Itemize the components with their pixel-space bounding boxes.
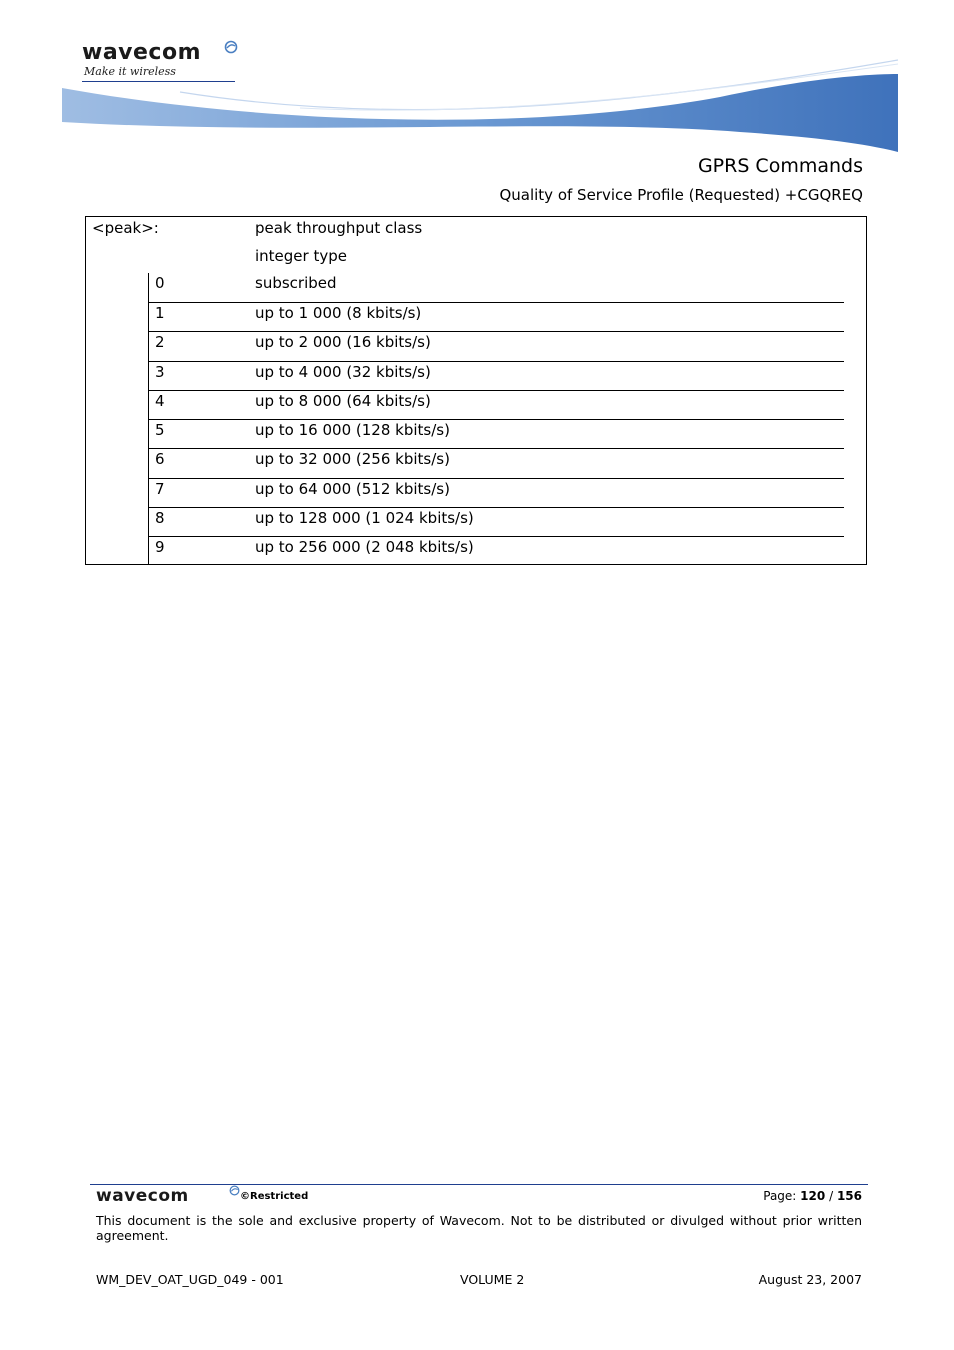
value-meaning: up to 8 000 (64 kbits/s) — [255, 392, 431, 410]
section-subtitle: Quality of Service Profile (Requested) +CGQREQ — [499, 186, 863, 204]
value-row — [149, 507, 844, 537]
page-current: 120 — [800, 1189, 826, 1203]
value-code: 5 — [155, 421, 165, 439]
value-meaning: up to 64 000 (512 kbits/s) — [255, 480, 450, 498]
value-meaning: up to 2 000 (16 kbits/s) — [255, 333, 431, 351]
value-meaning: up to 256 000 (2 048 kbits/s) — [255, 538, 474, 556]
section-title: GPRS Commands — [697, 155, 863, 177]
value-list — [148, 273, 844, 565]
value-row — [149, 536, 844, 566]
logo-tagline: Make it wireless — [84, 65, 176, 78]
value-code: 6 — [155, 450, 165, 468]
header-wave-banner — [0, 52, 954, 162]
value-code: 9 — [155, 538, 165, 556]
footer-wavecom-logo: wavecom — [96, 1186, 189, 1206]
value-row — [149, 302, 844, 332]
page-number — [763, 1189, 862, 1203]
value-code: 0 — [155, 274, 165, 292]
parameter-name: <peak>: — [92, 219, 159, 237]
value-code: 8 — [155, 509, 165, 527]
parameter-type: integer type — [255, 247, 347, 265]
value-row — [149, 361, 844, 391]
value-meaning: up to 1 000 (8 kbits/s) — [255, 304, 422, 322]
page-separator: / — [829, 1189, 834, 1203]
value-row — [149, 419, 844, 449]
footer-logo-swirl-icon — [229, 1185, 240, 1196]
page-total: 156 — [836, 1189, 862, 1203]
confidentiality-notice: This document is the sole and exclusive property of Wavecom. Not to be distributed or divulged without prior written agreement. — [96, 1213, 862, 1243]
value-meaning: up to 32 000 (256 kbits/s) — [255, 450, 450, 468]
value-row — [149, 273, 844, 302]
value-row — [149, 390, 844, 420]
parameter-table — [85, 216, 867, 565]
value-code: 1 — [155, 304, 165, 322]
value-meaning: up to 4 000 (32 kbits/s) — [255, 363, 431, 381]
document-date: August 23, 2007 — [758, 1272, 862, 1287]
parameter-description: peak throughput class — [255, 219, 423, 237]
value-meaning: up to 128 000 (1 024 kbits/s) — [255, 509, 474, 527]
volume-label: VOLUME 2 — [460, 1272, 525, 1287]
page-label: Page: — [763, 1189, 797, 1203]
value-row — [149, 331, 844, 361]
value-code: 4 — [155, 392, 165, 410]
value-code: 7 — [155, 480, 165, 498]
value-row — [149, 478, 844, 508]
document-id: WM_DEV_OAT_UGD_049 - 001 — [96, 1272, 284, 1287]
wavecom-logo: wavecom — [82, 40, 202, 65]
value-meaning: up to 16 000 (128 kbits/s) — [255, 421, 450, 439]
restricted-label: ©Restricted — [240, 1191, 309, 1202]
value-meaning: subscribed — [255, 274, 337, 292]
value-code: 2 — [155, 333, 165, 351]
footer-rule — [90, 1184, 868, 1185]
value-code: 3 — [155, 363, 165, 381]
value-row — [149, 448, 844, 478]
